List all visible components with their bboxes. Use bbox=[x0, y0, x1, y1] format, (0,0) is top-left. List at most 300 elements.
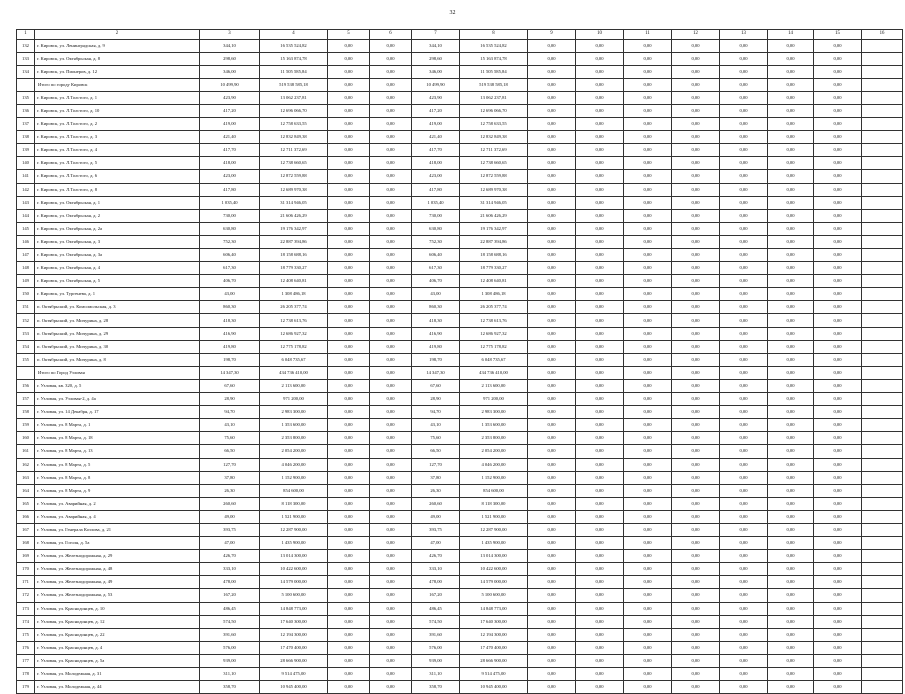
col9-cell: 0,00 bbox=[528, 262, 576, 275]
col9-cell: 0,00 bbox=[528, 668, 576, 681]
col12-cell: 0,00 bbox=[672, 681, 720, 694]
col5-cell: 0,00 bbox=[328, 235, 370, 248]
col11-cell: 0,00 bbox=[624, 668, 672, 681]
col15-cell: 0,00 bbox=[814, 471, 862, 484]
col7-cell: 416,90 bbox=[412, 327, 460, 340]
col12-cell: 0,00 bbox=[672, 262, 720, 275]
col13-cell: 0,00 bbox=[720, 183, 768, 196]
col9-cell: 0,00 bbox=[528, 65, 576, 78]
col12-cell: 0,00 bbox=[672, 537, 720, 550]
cost-cell: 12 408 640,81 bbox=[260, 275, 328, 288]
col5-cell: 0,00 bbox=[328, 366, 370, 379]
column-number: 9 bbox=[528, 30, 576, 40]
col8-cell: 15 163 874,78 bbox=[460, 52, 528, 65]
address-cell: г. Узловая, ул. Молодежная, д. 31 bbox=[35, 668, 200, 681]
col16-cell bbox=[862, 288, 903, 301]
table-row bbox=[17, 668, 903, 681]
col11-cell: 0,00 bbox=[624, 222, 672, 235]
col16-cell bbox=[862, 654, 903, 667]
col13-cell: 0,00 bbox=[720, 550, 768, 563]
cost-cell: 17 640 300,00 bbox=[260, 615, 328, 628]
col7-cell: 47,00 bbox=[412, 537, 460, 550]
col16-cell bbox=[862, 497, 903, 510]
area-cell: 419,80 bbox=[200, 340, 260, 353]
col13-cell: 0,00 bbox=[720, 681, 768, 694]
col14-cell: 0,00 bbox=[768, 131, 814, 144]
row-number-cell: 133 bbox=[17, 52, 35, 65]
address-cell: г. Кировск, ул. Октябрьская, д. 2 bbox=[35, 209, 200, 222]
col13-cell: 0,00 bbox=[720, 65, 768, 78]
col12-cell: 0,00 bbox=[672, 576, 720, 589]
col7-cell: 419,80 bbox=[412, 340, 460, 353]
col13-cell: 0,00 bbox=[720, 393, 768, 406]
col16-cell bbox=[862, 196, 903, 209]
col16-cell bbox=[862, 668, 903, 681]
col10-cell: 0,00 bbox=[576, 78, 624, 91]
col14-cell: 0,00 bbox=[768, 118, 814, 131]
col14-cell: 0,00 bbox=[768, 393, 814, 406]
col16-cell bbox=[862, 510, 903, 523]
col7-cell: 43,00 bbox=[412, 288, 460, 301]
col11-cell: 0,00 bbox=[624, 327, 672, 340]
table-row bbox=[17, 65, 903, 78]
col8-cell: 12 696 066,70 bbox=[460, 104, 528, 117]
table-row bbox=[17, 301, 903, 314]
col10-cell: 0,00 bbox=[576, 432, 624, 445]
col6-cell: 0,00 bbox=[370, 589, 412, 602]
area-cell: 423,00 bbox=[200, 170, 260, 183]
col9-cell: 0,00 bbox=[528, 628, 576, 641]
subtotal-row bbox=[17, 78, 903, 91]
col5-cell: 0,00 bbox=[328, 275, 370, 288]
area-cell: 418,30 bbox=[200, 314, 260, 327]
col10-cell: 0,00 bbox=[576, 327, 624, 340]
col10-cell: 0,00 bbox=[576, 118, 624, 131]
col15-cell: 0,00 bbox=[814, 222, 862, 235]
column-number: 10 bbox=[576, 30, 624, 40]
col9-cell: 0,00 bbox=[528, 157, 576, 170]
table-row bbox=[17, 628, 903, 641]
col8-cell: 1 308 486,18 bbox=[460, 288, 528, 301]
cost-cell: 1 521 900,00 bbox=[260, 510, 328, 523]
col14-cell: 0,00 bbox=[768, 406, 814, 419]
col15-cell: 0,00 bbox=[814, 118, 862, 131]
col8-cell: 434 736 410,00 bbox=[460, 366, 528, 379]
col15-cell: 0,00 bbox=[814, 497, 862, 510]
col11-cell: 0,00 bbox=[624, 196, 672, 209]
col10-cell: 0,00 bbox=[576, 628, 624, 641]
col7-cell: 630,80 bbox=[412, 222, 460, 235]
area-cell: 344,10 bbox=[200, 39, 260, 52]
table-row bbox=[17, 471, 903, 484]
address-cell: п. Октябрьский, ул. Мичурина, д. 30 bbox=[35, 340, 200, 353]
col16-cell bbox=[862, 537, 903, 550]
col10-cell: 0,00 bbox=[576, 104, 624, 117]
area-cell: 260,60 bbox=[200, 497, 260, 510]
col14-cell: 0,00 bbox=[768, 157, 814, 170]
area-cell: 416,90 bbox=[200, 327, 260, 340]
col6-cell: 0,00 bbox=[370, 432, 412, 445]
address-cell: г. Узловая, ул. Краснодонцев, д. 4 bbox=[35, 641, 200, 654]
col13-cell: 0,00 bbox=[720, 510, 768, 523]
col6-cell: 0,00 bbox=[370, 288, 412, 301]
col15-cell: 0,00 bbox=[814, 602, 862, 615]
row-number-cell: 168 bbox=[17, 537, 35, 550]
col11-cell: 0,00 bbox=[624, 523, 672, 536]
col6-cell: 0,00 bbox=[370, 393, 412, 406]
col14-cell: 0,00 bbox=[768, 314, 814, 327]
col6-cell: 0,00 bbox=[370, 406, 412, 419]
col7-cell: 344,10 bbox=[412, 39, 460, 52]
row-number-cell: 157 bbox=[17, 393, 35, 406]
column-number: 2 bbox=[35, 30, 200, 40]
col15-cell: 0,00 bbox=[814, 641, 862, 654]
col5-cell: 0,00 bbox=[328, 510, 370, 523]
col14-cell: 0,00 bbox=[768, 419, 814, 432]
area-cell: 417,70 bbox=[200, 144, 260, 157]
col13-cell: 0,00 bbox=[720, 419, 768, 432]
address-cell: г. Узловая, ул. Аварийная, д. 2 bbox=[35, 497, 200, 510]
col14-cell: 0,00 bbox=[768, 91, 814, 104]
col13-cell: 0,00 bbox=[720, 484, 768, 497]
col7-cell: 423,00 bbox=[412, 170, 460, 183]
col11-cell: 0,00 bbox=[624, 537, 672, 550]
col7-cell: 198,70 bbox=[412, 353, 460, 366]
col12-cell: 0,00 bbox=[672, 445, 720, 458]
col7-cell: 298,60 bbox=[412, 52, 460, 65]
address-cell: г. Кировск, ул. Октябрьская, д. 3а bbox=[35, 249, 200, 262]
col9-cell: 0,00 bbox=[528, 641, 576, 654]
row-number-cell: 132 bbox=[17, 39, 35, 52]
cost-cell: 2 054 200,00 bbox=[260, 445, 328, 458]
col6-cell: 0,00 bbox=[370, 91, 412, 104]
row-number-cell: 178 bbox=[17, 668, 35, 681]
col12-cell: 0,00 bbox=[672, 353, 720, 366]
col16-cell bbox=[862, 144, 903, 157]
col13-cell: 0,00 bbox=[720, 52, 768, 65]
cost-cell: 14 579 000,00 bbox=[260, 576, 328, 589]
col6-cell: 0,00 bbox=[370, 366, 412, 379]
col9-cell: 0,00 bbox=[528, 183, 576, 196]
col8-cell: 2 054 200,00 bbox=[460, 445, 528, 458]
row-number-cell: 137 bbox=[17, 118, 35, 131]
col16-cell bbox=[862, 327, 903, 340]
col12-cell: 0,00 bbox=[672, 497, 720, 510]
row-number-cell: 155 bbox=[17, 353, 35, 366]
table-row bbox=[17, 393, 903, 406]
col13-cell: 0,00 bbox=[720, 576, 768, 589]
col7-cell: 574,50 bbox=[412, 615, 460, 628]
col9-cell: 0,00 bbox=[528, 353, 576, 366]
col9-cell: 0,00 bbox=[528, 196, 576, 209]
col7-cell: 49,00 bbox=[412, 510, 460, 523]
col16-cell bbox=[862, 432, 903, 445]
col9-cell: 0,00 bbox=[528, 52, 576, 65]
address-cell: Итого по городу Кировск bbox=[35, 78, 200, 91]
col15-cell: 0,00 bbox=[814, 183, 862, 196]
col8-cell: 12 287 900,00 bbox=[460, 523, 528, 536]
col11-cell: 0,00 bbox=[624, 681, 672, 694]
col10-cell: 0,00 bbox=[576, 209, 624, 222]
cost-cell: 9 514 475,00 bbox=[260, 668, 328, 681]
col8-cell: 17 640 300,00 bbox=[460, 615, 528, 628]
col14-cell: 0,00 bbox=[768, 432, 814, 445]
area-cell: 47,00 bbox=[200, 537, 260, 550]
col16-cell bbox=[862, 445, 903, 458]
col5-cell: 0,00 bbox=[328, 118, 370, 131]
area-cell: 67,60 bbox=[200, 379, 260, 392]
row-number-cell: 139 bbox=[17, 144, 35, 157]
col5-cell: 0,00 bbox=[328, 157, 370, 170]
col5-cell: 0,00 bbox=[328, 52, 370, 65]
col12-cell: 0,00 bbox=[672, 157, 720, 170]
col12-cell: 0,00 bbox=[672, 641, 720, 654]
col11-cell: 0,00 bbox=[624, 379, 672, 392]
col6-cell: 0,00 bbox=[370, 170, 412, 183]
table-row bbox=[17, 157, 903, 170]
area-cell: 1 035,40 bbox=[200, 196, 260, 209]
col13-cell: 0,00 bbox=[720, 432, 768, 445]
address-cell: г. Узловая, ул. Краснодонцев, д. 10 bbox=[35, 602, 200, 615]
col14-cell: 0,00 bbox=[768, 366, 814, 379]
col6-cell: 0,00 bbox=[370, 458, 412, 471]
col8-cell: 12 738 660,65 bbox=[460, 157, 528, 170]
col15-cell: 0,00 bbox=[814, 65, 862, 78]
col13-cell: 0,00 bbox=[720, 249, 768, 262]
col10-cell: 0,00 bbox=[576, 157, 624, 170]
col13-cell: 0,00 bbox=[720, 641, 768, 654]
col8-cell: 14 579 000,00 bbox=[460, 576, 528, 589]
area-cell: 418,00 bbox=[200, 157, 260, 170]
col7-cell: 358,70 bbox=[412, 681, 460, 694]
col9-cell: 0,00 bbox=[528, 576, 576, 589]
col6-cell: 0,00 bbox=[370, 39, 412, 52]
col8-cell: 22 887 394,86 bbox=[460, 235, 528, 248]
col6-cell: 0,00 bbox=[370, 445, 412, 458]
area-cell: 421,40 bbox=[200, 131, 260, 144]
col10-cell: 0,00 bbox=[576, 170, 624, 183]
col16-cell bbox=[862, 393, 903, 406]
area-cell: 49,00 bbox=[200, 510, 260, 523]
area-cell: 333,10 bbox=[200, 563, 260, 576]
col15-cell: 0,00 bbox=[814, 393, 862, 406]
col11-cell: 0,00 bbox=[624, 78, 672, 91]
table-row bbox=[17, 654, 903, 667]
area-cell: 730,00 bbox=[200, 209, 260, 222]
col14-cell: 0,00 bbox=[768, 615, 814, 628]
col11-cell: 0,00 bbox=[624, 131, 672, 144]
col8-cell: 4 046 200,00 bbox=[460, 458, 528, 471]
col15-cell: 0,00 bbox=[814, 681, 862, 694]
col14-cell: 0,00 bbox=[768, 668, 814, 681]
col14-cell: 0,00 bbox=[768, 39, 814, 52]
col8-cell: 6 048 735,67 bbox=[460, 353, 528, 366]
col16-cell bbox=[862, 65, 903, 78]
col7-cell: 10 499,90 bbox=[412, 78, 460, 91]
col11-cell: 0,00 bbox=[624, 445, 672, 458]
col15-cell: 0,00 bbox=[814, 327, 862, 340]
area-cell: 426,70 bbox=[200, 550, 260, 563]
cost-cell: 18 158 688,16 bbox=[260, 249, 328, 262]
col12-cell: 0,00 bbox=[672, 288, 720, 301]
col9-cell: 0,00 bbox=[528, 78, 576, 91]
col14-cell: 0,00 bbox=[768, 681, 814, 694]
table-row bbox=[17, 589, 903, 602]
col12-cell: 0,00 bbox=[672, 419, 720, 432]
col13-cell: 0,00 bbox=[720, 340, 768, 353]
col7-cell: 423,90 bbox=[412, 91, 460, 104]
table-row bbox=[17, 131, 903, 144]
table-row bbox=[17, 576, 903, 589]
row-number-cell: 152 bbox=[17, 314, 35, 327]
column-number: 4 bbox=[260, 30, 328, 40]
col5-cell: 0,00 bbox=[328, 641, 370, 654]
col12-cell: 0,00 bbox=[672, 118, 720, 131]
col12-cell: 0,00 bbox=[672, 249, 720, 262]
col9-cell: 0,00 bbox=[528, 301, 576, 314]
col6-cell: 0,00 bbox=[370, 654, 412, 667]
col15-cell: 0,00 bbox=[814, 353, 862, 366]
col15-cell: 0,00 bbox=[814, 301, 862, 314]
row-number-cell: 135 bbox=[17, 91, 35, 104]
area-cell: 617,30 bbox=[200, 262, 260, 275]
cost-cell: 10 945 400,00 bbox=[260, 681, 328, 694]
col9-cell: 0,00 bbox=[528, 379, 576, 392]
col15-cell: 0,00 bbox=[814, 406, 862, 419]
row-number-cell: 151 bbox=[17, 301, 35, 314]
col10-cell: 0,00 bbox=[576, 288, 624, 301]
col16-cell bbox=[862, 379, 903, 392]
address-cell: г. Кировск, ул. Л.Толстого, д. 6 bbox=[35, 170, 200, 183]
col6-cell: 0,00 bbox=[370, 563, 412, 576]
col7-cell: 391,60 bbox=[412, 628, 460, 641]
col12-cell: 0,00 bbox=[672, 550, 720, 563]
area-cell: 167,20 bbox=[200, 589, 260, 602]
col11-cell: 0,00 bbox=[624, 209, 672, 222]
col15-cell: 0,00 bbox=[814, 262, 862, 275]
col12-cell: 0,00 bbox=[672, 196, 720, 209]
col5-cell: 0,00 bbox=[328, 327, 370, 340]
col13-cell: 0,00 bbox=[720, 78, 768, 91]
col15-cell: 0,00 bbox=[814, 510, 862, 523]
table-row bbox=[17, 615, 903, 628]
col15-cell: 0,00 bbox=[814, 379, 862, 392]
row-number-cell: 171 bbox=[17, 576, 35, 589]
col13-cell: 0,00 bbox=[720, 471, 768, 484]
col11-cell: 0,00 bbox=[624, 589, 672, 602]
col16-cell bbox=[862, 340, 903, 353]
col15-cell: 0,00 bbox=[814, 668, 862, 681]
col12-cell: 0,00 bbox=[672, 78, 720, 91]
col8-cell: 12 689 970,38 bbox=[460, 183, 528, 196]
cost-cell: 12 287 900,00 bbox=[260, 523, 328, 536]
col11-cell: 0,00 bbox=[624, 249, 672, 262]
area-cell: 198,70 bbox=[200, 353, 260, 366]
col12-cell: 0,00 bbox=[672, 301, 720, 314]
col14-cell: 0,00 bbox=[768, 288, 814, 301]
col5-cell: 0,00 bbox=[328, 314, 370, 327]
row-number-cell: 140 bbox=[17, 157, 35, 170]
col8-cell: 12 832 849,38 bbox=[460, 131, 528, 144]
col8-cell: 12 758 633,55 bbox=[460, 118, 528, 131]
address-cell: г. Узловая, ул. Краснодонцев, д. 22 bbox=[35, 628, 200, 641]
col9-cell: 0,00 bbox=[528, 537, 576, 550]
area-cell: 311,10 bbox=[200, 668, 260, 681]
col9-cell: 0,00 bbox=[528, 340, 576, 353]
col8-cell: 12 686 927,32 bbox=[460, 327, 528, 340]
col14-cell: 0,00 bbox=[768, 78, 814, 91]
col10-cell: 0,00 bbox=[576, 406, 624, 419]
col6-cell: 0,00 bbox=[370, 52, 412, 65]
col12-cell: 0,00 bbox=[672, 654, 720, 667]
col9-cell: 0,00 bbox=[528, 104, 576, 117]
address-cell: г. Узловая, ул. 8 Марта, д. 8 bbox=[35, 471, 200, 484]
col7-cell: 617,30 bbox=[412, 262, 460, 275]
area-cell: 37,80 bbox=[200, 471, 260, 484]
col10-cell: 0,00 bbox=[576, 641, 624, 654]
col10-cell: 0,00 bbox=[576, 393, 624, 406]
row-number-cell: 145 bbox=[17, 222, 35, 235]
col5-cell: 0,00 bbox=[328, 523, 370, 536]
col14-cell: 0,00 bbox=[768, 537, 814, 550]
col16-cell bbox=[862, 628, 903, 641]
col6-cell: 0,00 bbox=[370, 327, 412, 340]
col8-cell: 1 435 900,00 bbox=[460, 537, 528, 550]
col5-cell: 0,00 bbox=[328, 471, 370, 484]
col13-cell: 0,00 bbox=[720, 144, 768, 157]
col16-cell bbox=[862, 91, 903, 104]
cost-cell: 26 205 377,74 bbox=[260, 301, 328, 314]
col6-cell: 0,00 bbox=[370, 262, 412, 275]
col15-cell: 0,00 bbox=[814, 523, 862, 536]
col13-cell: 0,00 bbox=[720, 131, 768, 144]
col8-cell: 21 606 426,29 bbox=[460, 209, 528, 222]
col7-cell: 478,00 bbox=[412, 576, 460, 589]
row-number-cell: 141 bbox=[17, 170, 35, 183]
area-cell: 860,30 bbox=[200, 301, 260, 314]
col11-cell: 0,00 bbox=[624, 366, 672, 379]
row-number-cell: 150 bbox=[17, 288, 35, 301]
col15-cell: 0,00 bbox=[814, 157, 862, 170]
col10-cell: 0,00 bbox=[576, 39, 624, 52]
col10-cell: 0,00 bbox=[576, 366, 624, 379]
col9-cell: 0,00 bbox=[528, 458, 576, 471]
row-number-cell: 170 bbox=[17, 563, 35, 576]
row-number-cell: 172 bbox=[17, 589, 35, 602]
col12-cell: 0,00 bbox=[672, 91, 720, 104]
col5-cell: 0,00 bbox=[328, 183, 370, 196]
col10-cell: 0,00 bbox=[576, 589, 624, 602]
cost-cell: 4 046 200,00 bbox=[260, 458, 328, 471]
col6-cell: 0,00 bbox=[370, 196, 412, 209]
col7-cell: 417,70 bbox=[412, 144, 460, 157]
address-cell: г. Кировск, ул. Октябрьская, д. 8 bbox=[35, 52, 200, 65]
col9-cell: 0,00 bbox=[528, 222, 576, 235]
col11-cell: 0,00 bbox=[624, 170, 672, 183]
row-number-cell: 173 bbox=[17, 602, 35, 615]
col7-cell: 426,70 bbox=[412, 550, 460, 563]
area-cell: 28,90 bbox=[200, 393, 260, 406]
col6-cell: 0,00 bbox=[370, 419, 412, 432]
col12-cell: 0,00 bbox=[672, 484, 720, 497]
col13-cell: 0,00 bbox=[720, 104, 768, 117]
col11-cell: 0,00 bbox=[624, 615, 672, 628]
col13-cell: 0,00 bbox=[720, 563, 768, 576]
col10-cell: 0,00 bbox=[576, 52, 624, 65]
col8-cell: 17 470 400,00 bbox=[460, 641, 528, 654]
col6-cell: 0,00 bbox=[370, 65, 412, 78]
column-number: 8 bbox=[460, 30, 528, 40]
